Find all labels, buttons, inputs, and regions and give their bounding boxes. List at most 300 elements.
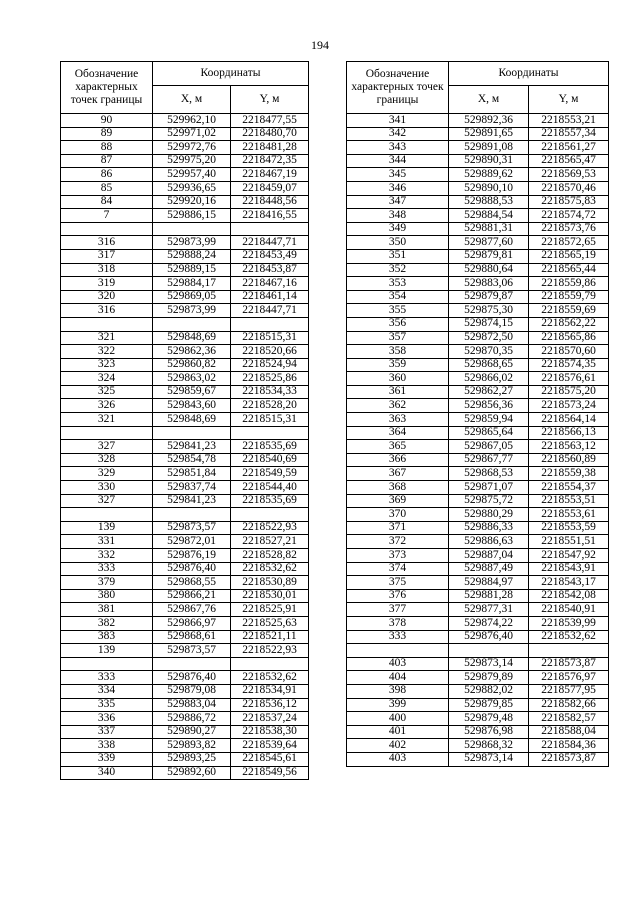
y-coordinate-cell: 2218565,86 [529, 331, 609, 345]
y-coordinate-cell: 2218540,69 [231, 453, 309, 467]
x-coordinate-cell: 529884,97 [449, 576, 529, 590]
y-coordinate-cell: 2218534,91 [231, 684, 309, 698]
x-coordinate-cell: 529873,57 [153, 644, 231, 658]
y-coordinate-cell: 2218521,11 [231, 630, 309, 644]
x-coordinate-cell: 529879,89 [449, 671, 529, 685]
y-coordinate-cell: 2218573,87 [529, 752, 609, 766]
x-coordinate-cell: 529886,72 [153, 712, 231, 726]
y-coordinate-cell: 2218553,59 [529, 521, 609, 535]
x-coordinate-cell [153, 222, 231, 236]
point-id-cell [61, 508, 153, 522]
table-row [61, 317, 309, 331]
x-coordinate-cell: 529862,36 [153, 345, 231, 359]
y-coordinate-cell: 2218532,62 [231, 671, 309, 685]
y-coordinate-cell: 2218540,91 [529, 603, 609, 617]
y-coordinate-cell: 2218543,91 [529, 562, 609, 576]
point-id-cell: 372 [347, 535, 449, 549]
table-row [61, 603, 309, 617]
point-id-cell: 322 [61, 345, 153, 359]
y-coordinate-cell: 2218543,17 [529, 576, 609, 590]
point-id-cell: 333 [61, 562, 153, 576]
x-coordinate-cell: 529880,64 [449, 263, 529, 277]
y-coordinate-cell: 2218574,72 [529, 209, 609, 223]
table-row [347, 712, 609, 726]
designation-header: Обозначение характерных точек границы [347, 62, 449, 114]
table-row [61, 671, 309, 685]
x-coordinate-cell: 529874,15 [449, 317, 529, 331]
point-id-cell: 338 [61, 739, 153, 753]
y-coordinate-cell: 2218563,12 [529, 440, 609, 454]
x-coordinate-cell: 529876,40 [153, 671, 231, 685]
point-id-cell [61, 426, 153, 440]
x-coordinate-cell: 529892,60 [153, 766, 231, 780]
x-coordinate-cell: 529866,02 [449, 372, 529, 386]
y-coordinate-cell: 2218559,86 [529, 277, 609, 291]
x-coordinate-cell: 529863,02 [153, 372, 231, 386]
point-id-cell: 370 [347, 508, 449, 522]
y-coordinate-cell: 2218477,55 [231, 114, 309, 128]
x-coordinate-cell: 529883,04 [153, 698, 231, 712]
point-id-cell: 317 [61, 249, 153, 263]
x-coordinate-cell: 529876,40 [449, 630, 529, 644]
table-row [347, 562, 609, 576]
table-row [61, 385, 309, 399]
point-id-cell: 404 [347, 671, 449, 685]
y-coordinate-cell: 2218570,60 [529, 345, 609, 359]
x-coordinate-cell: 529883,06 [449, 277, 529, 291]
x-coordinate-cell: 529891,08 [449, 141, 529, 155]
x-coordinate-cell: 529879,48 [449, 712, 529, 726]
x-coordinate-cell: 529877,60 [449, 236, 529, 250]
table-row [347, 453, 609, 467]
point-id-cell: 362 [347, 399, 449, 413]
y-coordinate-cell: 2218582,66 [529, 698, 609, 712]
x-coordinate-cell: 529874,22 [449, 616, 529, 630]
y-coordinate-cell: 2218530,01 [231, 589, 309, 603]
y-coordinate-cell: 2218576,97 [529, 671, 609, 685]
point-id-cell: 343 [347, 141, 449, 155]
x-coordinate-cell: 529866,97 [153, 616, 231, 630]
point-id-cell: 348 [347, 209, 449, 223]
page-number: 194 [311, 38, 329, 52]
y-coordinate-cell [231, 222, 309, 236]
point-id-cell: 335 [61, 698, 153, 712]
y-coordinate-cell: 2218525,86 [231, 372, 309, 386]
table-row [347, 331, 609, 345]
coordinates-table-right [346, 61, 609, 767]
x-coordinate-cell [153, 657, 231, 671]
point-id-cell [61, 657, 153, 671]
table-row [61, 358, 309, 372]
x-coordinate-cell: 529868,53 [449, 467, 529, 481]
table-row [61, 630, 309, 644]
y-coordinate-cell: 2218557,34 [529, 127, 609, 141]
point-id-cell [347, 644, 449, 658]
y-coordinate-cell: 2218573,24 [529, 399, 609, 413]
table-row [61, 249, 309, 263]
table-row [61, 521, 309, 535]
x-coordinate-cell: 529865,64 [449, 426, 529, 440]
point-id-cell: 90 [61, 114, 153, 128]
table-row [61, 589, 309, 603]
x-coordinate-cell: 529936,65 [153, 181, 231, 195]
point-id-cell: 401 [347, 725, 449, 739]
y-coordinate-cell: 2218545,61 [231, 752, 309, 766]
x-coordinate-cell: 529873,14 [449, 752, 529, 766]
table-row [347, 277, 609, 291]
table-row [347, 222, 609, 236]
x-coordinate-cell: 529873,99 [153, 236, 231, 250]
x-coordinate-cell: 529971,02 [153, 127, 231, 141]
y-coordinate-cell: 2218542,08 [529, 589, 609, 603]
point-id-cell: 321 [61, 413, 153, 427]
table-row [347, 440, 609, 454]
x-coordinate-cell [153, 426, 231, 440]
table-row [347, 739, 609, 753]
x-coordinate-cell: 529868,61 [153, 630, 231, 644]
y-coordinate-cell: 2218554,37 [529, 481, 609, 495]
table-row [347, 549, 609, 563]
x-coordinate-cell: 529869,05 [153, 290, 231, 304]
table-row [61, 127, 309, 141]
point-id-cell: 360 [347, 372, 449, 386]
coordinates-header: Координаты [153, 62, 309, 86]
point-id-cell: 349 [347, 222, 449, 236]
point-id-cell: 379 [61, 576, 153, 590]
point-id-cell: 380 [61, 589, 153, 603]
coordinates-header: Координаты [449, 62, 609, 86]
y-coordinate-cell: 2218575,83 [529, 195, 609, 209]
y-coordinate-cell: 2218573,76 [529, 222, 609, 236]
point-id-cell: 359 [347, 358, 449, 372]
point-id-cell: 375 [347, 576, 449, 590]
table-row [61, 263, 309, 277]
x-coordinate-cell: 529856,36 [449, 399, 529, 413]
table-row [61, 114, 309, 128]
y-coordinate-cell: 2218562,22 [529, 317, 609, 331]
x-coordinate-cell: 529972,76 [153, 141, 231, 155]
x-coordinate-cell: 529888,24 [153, 249, 231, 263]
y-coordinate-cell: 2218528,20 [231, 399, 309, 413]
x-coordinate-cell: 529866,21 [153, 589, 231, 603]
table-row [61, 290, 309, 304]
x-coordinate-cell: 529871,07 [449, 481, 529, 495]
table-body [347, 114, 609, 767]
point-id-cell: 345 [347, 168, 449, 182]
y-coordinate-cell: 2218461,14 [231, 290, 309, 304]
point-id-cell: 369 [347, 494, 449, 508]
table-row [347, 358, 609, 372]
coordinates-table-left [60, 61, 309, 780]
point-id-cell [61, 222, 153, 236]
x-coordinate-cell: 529880,29 [449, 508, 529, 522]
y-coordinate-cell: 2218472,35 [231, 154, 309, 168]
point-id-cell: 325 [61, 385, 153, 399]
point-id-cell: 332 [61, 549, 153, 563]
table-row [347, 114, 609, 128]
x-coordinate-cell: 529872,01 [153, 535, 231, 549]
table-row [347, 521, 609, 535]
point-id-cell: 347 [347, 195, 449, 209]
point-id-cell: 381 [61, 603, 153, 617]
table-row [347, 263, 609, 277]
table-row [347, 317, 609, 331]
table-row [61, 195, 309, 209]
point-id-cell: 400 [347, 712, 449, 726]
y-coordinate-cell: 2218549,59 [231, 467, 309, 481]
y-coordinate-cell: 2218416,55 [231, 209, 309, 223]
y-coordinate-cell: 2218570,46 [529, 181, 609, 195]
y-coordinate-cell: 2218535,69 [231, 440, 309, 454]
x-coordinate-cell: 529841,23 [153, 440, 231, 454]
y-coordinate-cell: 2218572,65 [529, 236, 609, 250]
table-row [347, 644, 609, 658]
y-coordinate-cell: 2218534,33 [231, 385, 309, 399]
table-row [61, 345, 309, 359]
x-coordinate-cell: 529889,15 [153, 263, 231, 277]
x-coordinate-cell: 529875,30 [449, 304, 529, 318]
table-row [347, 181, 609, 195]
x-coordinate-cell: 529868,65 [449, 358, 529, 372]
x-coordinate-cell: 529890,10 [449, 181, 529, 195]
table-row [61, 576, 309, 590]
point-id-cell: 382 [61, 616, 153, 630]
x-coordinate-cell: 529859,67 [153, 385, 231, 399]
table-row [61, 535, 309, 549]
y-coordinate-cell: 2218538,30 [231, 725, 309, 739]
y-header: Y, м [529, 86, 609, 114]
y-coordinate-cell: 2218448,56 [231, 195, 309, 209]
y-coordinate-cell: 2218522,93 [231, 521, 309, 535]
y-coordinate-cell: 2218574,35 [529, 358, 609, 372]
y-coordinate-cell: 2218576,61 [529, 372, 609, 386]
point-id-cell: 316 [61, 304, 153, 318]
designation-header: Обозначение характерных точек границы [61, 62, 153, 114]
table-body [61, 114, 309, 780]
y-coordinate-cell: 2218467,16 [231, 277, 309, 291]
y-coordinate-cell: 2218480,70 [231, 127, 309, 141]
point-id-cell: 368 [347, 481, 449, 495]
point-id-cell: 333 [347, 630, 449, 644]
y-coordinate-cell: 2218547,92 [529, 549, 609, 563]
y-coordinate-cell: 2218559,69 [529, 304, 609, 318]
y-coordinate-cell: 2218532,62 [529, 630, 609, 644]
x-coordinate-cell [153, 317, 231, 331]
y-coordinate-cell: 2218559,79 [529, 290, 609, 304]
point-id-cell: 316 [61, 236, 153, 250]
x-coordinate-cell: 529868,55 [153, 576, 231, 590]
y-coordinate-cell: 2218537,24 [231, 712, 309, 726]
point-id-cell: 319 [61, 277, 153, 291]
x-coordinate-cell [449, 644, 529, 658]
point-id-cell: 354 [347, 290, 449, 304]
table-row [61, 236, 309, 250]
y-coordinate-cell: 2218565,19 [529, 249, 609, 263]
point-id-cell: 337 [61, 725, 153, 739]
y-coordinate-cell: 2218532,62 [231, 562, 309, 576]
table-row [347, 752, 609, 766]
x-coordinate-cell: 529884,54 [449, 209, 529, 223]
table-row [61, 141, 309, 155]
y-coordinate-cell: 2218575,20 [529, 385, 609, 399]
point-id-cell: 356 [347, 317, 449, 331]
table-row [347, 127, 609, 141]
y-coordinate-cell: 2218447,71 [231, 236, 309, 250]
y-coordinate-cell: 2218453,49 [231, 249, 309, 263]
y-coordinate-cell: 2218539,99 [529, 616, 609, 630]
table-row [347, 385, 609, 399]
y-coordinate-cell: 2218544,40 [231, 481, 309, 495]
table-row [347, 154, 609, 168]
table-row [347, 603, 609, 617]
table-row [347, 630, 609, 644]
y-coordinate-cell: 2218447,71 [231, 304, 309, 318]
x-coordinate-cell: 529887,49 [449, 562, 529, 576]
point-id-cell: 358 [347, 345, 449, 359]
y-coordinate-cell: 2218584,36 [529, 739, 609, 753]
point-id-cell: 403 [347, 657, 449, 671]
table-row [61, 372, 309, 386]
y-coordinate-cell: 2218535,69 [231, 494, 309, 508]
x-coordinate-cell: 529890,27 [153, 725, 231, 739]
table-row [347, 576, 609, 590]
table-row [61, 684, 309, 698]
point-id-cell: 323 [61, 358, 153, 372]
y-coordinate-cell: 2218520,66 [231, 345, 309, 359]
x-coordinate-cell: 529867,76 [153, 603, 231, 617]
point-id-cell: 7 [61, 209, 153, 223]
table-row [61, 168, 309, 182]
table-row [347, 616, 609, 630]
x-coordinate-cell: 529890,31 [449, 154, 529, 168]
point-id-cell: 320 [61, 290, 153, 304]
table-row [61, 331, 309, 345]
table-row [61, 494, 309, 508]
x-coordinate-cell: 529873,99 [153, 304, 231, 318]
table-row [347, 195, 609, 209]
x-coordinate-cell: 529886,33 [449, 521, 529, 535]
table-row [61, 644, 309, 658]
x-coordinate-cell: 529879,81 [449, 249, 529, 263]
y-coordinate-cell: 2218459,07 [231, 181, 309, 195]
y-coordinate-cell: 2218569,53 [529, 168, 609, 182]
point-id-cell: 85 [61, 181, 153, 195]
table-row [347, 508, 609, 522]
table-row [61, 222, 309, 236]
y-coordinate-cell [231, 426, 309, 440]
point-id-cell: 365 [347, 440, 449, 454]
point-id-cell: 403 [347, 752, 449, 766]
y-coordinate-cell: 2218539,64 [231, 739, 309, 753]
x-coordinate-cell: 529881,28 [449, 589, 529, 603]
y-coordinate-cell: 2218536,12 [231, 698, 309, 712]
table-row [61, 467, 309, 481]
x-coordinate-cell: 529860,82 [153, 358, 231, 372]
point-id-cell: 339 [61, 752, 153, 766]
table-row [61, 766, 309, 780]
table-row [61, 508, 309, 522]
table-row [347, 698, 609, 712]
x-coordinate-cell: 529886,63 [449, 535, 529, 549]
table-row [61, 304, 309, 318]
point-id-cell: 399 [347, 698, 449, 712]
point-id-cell: 346 [347, 181, 449, 195]
table-row [347, 372, 609, 386]
x-header: Х, м [153, 86, 231, 114]
x-coordinate-cell: 529975,20 [153, 154, 231, 168]
table-row [61, 426, 309, 440]
x-coordinate-cell: 529879,87 [449, 290, 529, 304]
y-coordinate-cell [231, 317, 309, 331]
table-row [347, 141, 609, 155]
point-id-cell: 355 [347, 304, 449, 318]
table-row [61, 277, 309, 291]
y-coordinate-cell: 2218553,21 [529, 114, 609, 128]
x-coordinate-cell: 529859,94 [449, 413, 529, 427]
point-id-cell: 324 [61, 372, 153, 386]
point-id-cell: 361 [347, 385, 449, 399]
table-row [347, 725, 609, 739]
table-row [61, 549, 309, 563]
point-id-cell: 139 [61, 521, 153, 535]
point-id-cell: 367 [347, 467, 449, 481]
table-row [347, 494, 609, 508]
point-id-cell: 363 [347, 413, 449, 427]
x-coordinate-cell: 529886,15 [153, 209, 231, 223]
point-id-cell: 139 [61, 644, 153, 658]
point-id-cell: 89 [61, 127, 153, 141]
y-coordinate-cell [231, 657, 309, 671]
y-coordinate-cell: 2218573,87 [529, 657, 609, 671]
point-id-cell [61, 317, 153, 331]
x-coordinate-cell: 529881,31 [449, 222, 529, 236]
y-coordinate-cell: 2218577,95 [529, 684, 609, 698]
y-coordinate-cell: 2218565,47 [529, 154, 609, 168]
point-id-cell: 326 [61, 399, 153, 413]
y-coordinate-cell: 2218453,87 [231, 263, 309, 277]
table-row [61, 752, 309, 766]
table-row [347, 467, 609, 481]
x-coordinate-cell: 529848,69 [153, 331, 231, 345]
y-coordinate-cell: 2218524,94 [231, 358, 309, 372]
y-coordinate-cell: 2218549,56 [231, 766, 309, 780]
point-id-cell: 327 [61, 494, 153, 508]
table-row [61, 698, 309, 712]
table-row [347, 684, 609, 698]
point-id-cell: 376 [347, 589, 449, 603]
point-id-cell: 342 [347, 127, 449, 141]
table-row [347, 657, 609, 671]
table-row [347, 589, 609, 603]
y-coordinate-cell: 2218515,31 [231, 413, 309, 427]
point-id-cell: 398 [347, 684, 449, 698]
table-row [347, 481, 609, 495]
table-row [347, 209, 609, 223]
point-id-cell: 340 [61, 766, 153, 780]
x-header: Х, м [449, 86, 529, 114]
point-id-cell: 331 [61, 535, 153, 549]
point-id-cell: 341 [347, 114, 449, 128]
y-coordinate-cell: 2218559,38 [529, 467, 609, 481]
table-row [347, 399, 609, 413]
table-row [61, 739, 309, 753]
table-row [61, 481, 309, 495]
table-row [61, 440, 309, 454]
point-id-cell: 378 [347, 616, 449, 630]
y-coordinate-cell [529, 644, 609, 658]
point-id-cell: 373 [347, 549, 449, 563]
x-coordinate-cell: 529891,65 [449, 127, 529, 141]
